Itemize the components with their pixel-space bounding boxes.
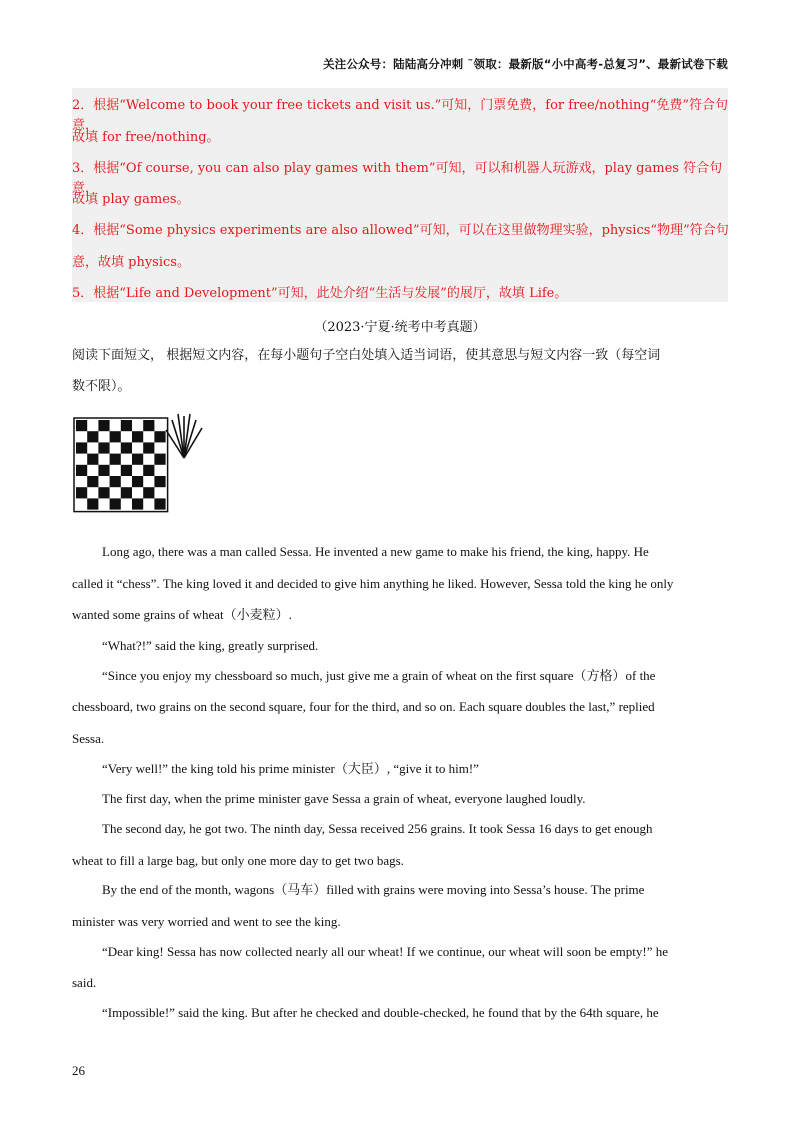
- chessboard-square: [143, 465, 154, 476]
- chessboard-square: [143, 442, 154, 453]
- chessboard-square: [87, 431, 98, 442]
- passage-line: Sessa.: [72, 731, 105, 746]
- chessboard-square: [110, 476, 121, 487]
- chessboard-square: [121, 487, 132, 498]
- passage-line: The second day, he got two. The ninth day, Sessa received 256 grains. It took Sessa 16 days to get enough: [102, 821, 653, 836]
- chessboard-square: [121, 442, 132, 453]
- passage-line: “Impossible!” said the king. But after he checked and double-checked, he found that by the 64th square, he: [102, 1005, 659, 1020]
- chessboard-square: [154, 431, 165, 442]
- passage-line: wanted some grains of wheat（小麦粒）.: [72, 607, 292, 622]
- answer-line: 5．根据“Life and Development”可知，此处介绍“生活与发展”的展厅，故填 Life。: [72, 286, 568, 301]
- answer-line: 2．根据“Welcome to book your free tickets and visit us.”可知，门票免费，for free/nothing“免费”符合句意，: [72, 98, 728, 133]
- chessboard-square: [132, 431, 143, 442]
- chessboard-square: [132, 498, 143, 509]
- passage-line: “Dear king! Sessa has now collected nearly all our wheat! If we continue, our wheat will soon be empty!” he: [102, 944, 669, 959]
- answer-line: 意，故填 physics。: [72, 255, 190, 270]
- chessboard-square: [110, 498, 121, 509]
- passage-line: minister was very worried and went to see the king.: [72, 914, 341, 929]
- chessboard-square: [98, 420, 109, 431]
- chessboard-square: [87, 498, 98, 509]
- passage-line: chessboard, two grains on the second square, four for the third, and so on. Each square doubles the last,” replied: [72, 699, 655, 714]
- chessboard-square: [76, 487, 87, 498]
- answer-line: 3．根据“Of course, you can also play games with them”可知，可以和机器人玩游戏，play games 符合句意，: [72, 161, 723, 196]
- passage-line: Long ago, there was a man called Sessa. He invented a new game to make his friend, the king, happy. He: [102, 544, 649, 559]
- chessboard-square: [132, 476, 143, 487]
- answer-line: 4．根据“Some physics experiments are also allowed”可知，可以在这里做物理实验，physics“物理”符合句: [72, 223, 729, 238]
- chessboard-square: [143, 487, 154, 498]
- chessboard-square: [110, 454, 121, 465]
- answer-line: 故填 play games。: [72, 192, 190, 207]
- chessboard-square: [76, 465, 87, 476]
- wheat-icon: [166, 414, 202, 458]
- chessboard-square: [98, 487, 109, 498]
- chessboard-icon: [74, 418, 168, 512]
- passage-line: said.: [72, 975, 97, 990]
- chessboard-square: [87, 476, 98, 487]
- chessboard-square: [87, 454, 98, 465]
- passage-line: By the end of the month, wagons（马车）filled with grains were moving into Sessa’s house. The prime: [102, 882, 645, 897]
- chessboard-square: [121, 465, 132, 476]
- passage-line: “What?!” said the king, greatly surprised.: [102, 638, 319, 653]
- instruction-line: 数不限）。: [72, 378, 131, 393]
- chessboard-square: [98, 442, 109, 453]
- chessboard-square: [76, 442, 87, 453]
- question-source: （2023·宁夏·统考中考真题）: [314, 320, 486, 335]
- chessboard-square: [154, 498, 165, 509]
- chessboard-wheat-figure: [72, 406, 212, 521]
- passage-line: “Very well!” the king told his prime minister（大臣）, “give it to him!”: [102, 761, 479, 776]
- chessboard-square: [154, 476, 165, 487]
- chessboard-square: [76, 420, 87, 431]
- instruction-line: 阅读下面短文， 根据短文内容，在每小题句子空白处填入适当词语，使其意思与短文内容一致（每空词: [72, 347, 661, 362]
- chessboard-square: [132, 454, 143, 465]
- page-number: 26: [72, 1063, 85, 1078]
- passage-line: wheat to fill a large bag, but only one more day to get two bags.: [72, 853, 404, 868]
- chessboard-square: [98, 465, 109, 476]
- chessboard-square: [110, 431, 121, 442]
- chessboard-square: [143, 420, 154, 431]
- page-header: 关注公众号：陆陆高分冲刺 ˜领取：最新版“小中高考-总复习”、最新试卷下载: [322, 57, 728, 71]
- chessboard-square: [121, 420, 132, 431]
- chessboard-square: [154, 454, 165, 465]
- passage-line: called it “chess”. The king loved it and decided to give him anything he liked. However, Sessa told the king he only: [72, 576, 674, 591]
- passage-line: The first day, when the prime minister gave Sessa a grain of wheat, everyone laughed loudly.: [102, 791, 586, 806]
- answer-line: 故填 for free/nothing。: [72, 130, 220, 145]
- passage-line: “Since you enjoy my chessboard so much, just give me a grain of wheat on the first square（方格）of the: [102, 668, 656, 683]
